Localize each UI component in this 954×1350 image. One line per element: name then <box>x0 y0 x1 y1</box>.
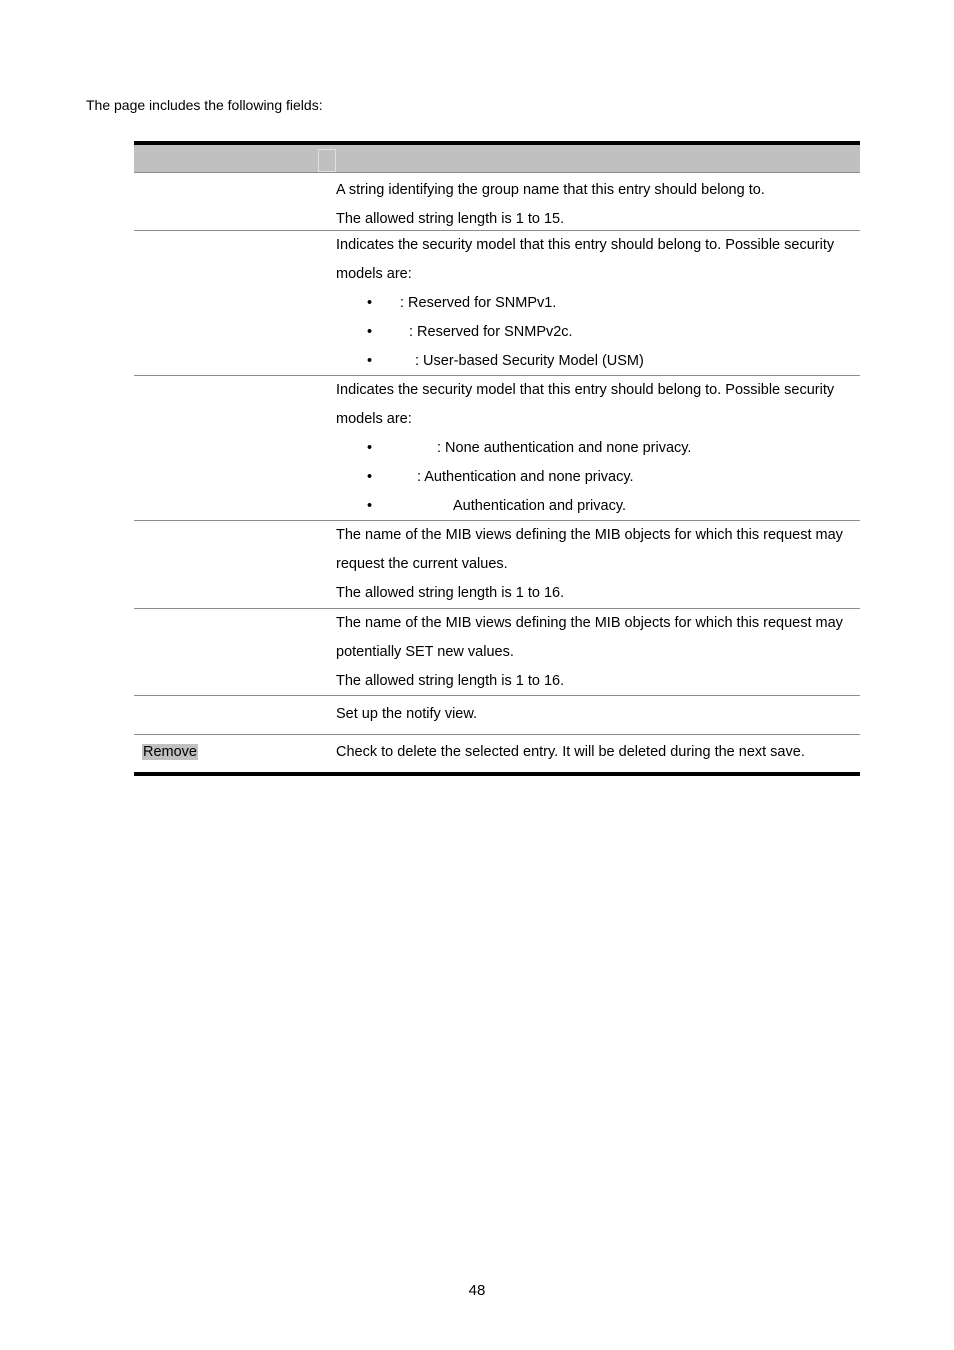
table-row-notify-view <box>134 696 860 735</box>
row-description <box>336 376 860 521</box>
table-row-security-level <box>134 376 860 521</box>
desc-line: models are: <box>336 411 412 427</box>
row-description <box>336 735 860 767</box>
bullet-dot: • <box>367 498 373 514</box>
desc-line: request the current values. <box>336 556 508 572</box>
bullet-dot: • <box>367 469 373 485</box>
bullet-item <box>336 434 852 463</box>
table-row-remove <box>134 735 860 772</box>
desc-line: The name of the MIB views defining the MIB objects for which this request may <box>336 527 843 543</box>
table-bottom-rule <box>134 772 860 776</box>
header-object-cell <box>134 145 318 172</box>
fields-table <box>134 141 860 776</box>
bullet-text: : User-based Security Model (USM) <box>415 353 644 369</box>
bullet-text: : Authentication and none privacy. <box>417 469 634 485</box>
page-number: 48 <box>468 1282 486 1299</box>
table-header <box>134 145 860 173</box>
bullet-item <box>336 347 852 376</box>
bullet-item <box>336 318 852 347</box>
bullet-text: : None authentication and none privacy. <box>437 440 692 456</box>
desc-line: The allowed string length is 1 to 15. <box>336 211 565 227</box>
bullet-dot: • <box>367 440 373 456</box>
desc-line: The allowed string length is 1 to 16. <box>336 585 565 601</box>
row-description <box>336 231 860 376</box>
bullet-dot: • <box>367 324 373 340</box>
desc-line: Check to delete the selected entry. It will be deleted during the next save. <box>336 744 805 760</box>
table-row-read-view <box>134 521 860 609</box>
header-column-separator <box>318 149 336 172</box>
desc-line: The name of the MIB views defining the MIB objects for which this request may <box>336 615 843 631</box>
bullet-item <box>336 289 852 318</box>
desc-line: Indicates the security model that this entry should belong to. Possible security <box>336 237 835 253</box>
row-description <box>336 173 860 234</box>
row-description <box>336 609 860 696</box>
bullet-item <box>336 492 852 521</box>
bullet-dot: • <box>367 353 373 369</box>
row-description <box>336 696 860 729</box>
table-row-write-view <box>134 609 860 696</box>
bullet-dot: • <box>367 295 373 311</box>
remove-label: Remove <box>143 744 197 760</box>
desc-line: Indicates the security model that this entry should belong to. Possible security <box>336 382 835 398</box>
row-description <box>336 521 860 608</box>
intro-text: The page includes the following fields: <box>86 97 323 113</box>
bullet-text: : Reserved for SNMPv2c. <box>409 324 573 340</box>
desc-line: The allowed string length is 1 to 16. <box>336 673 565 689</box>
bullet-text: Authentication and privacy. <box>453 498 627 514</box>
desc-line: A string identifying the group name that this entry should belong to. <box>336 182 765 198</box>
desc-line: Set up the notify view. <box>336 706 478 722</box>
bullet-item <box>336 463 852 492</box>
row-object <box>142 742 198 762</box>
bullet-text: : Reserved for SNMPv1. <box>400 295 557 311</box>
table-row-group-name <box>134 173 860 231</box>
desc-line: models are: <box>336 266 412 282</box>
desc-line: potentially SET new values. <box>336 644 514 660</box>
table-row-security-model <box>134 231 860 376</box>
